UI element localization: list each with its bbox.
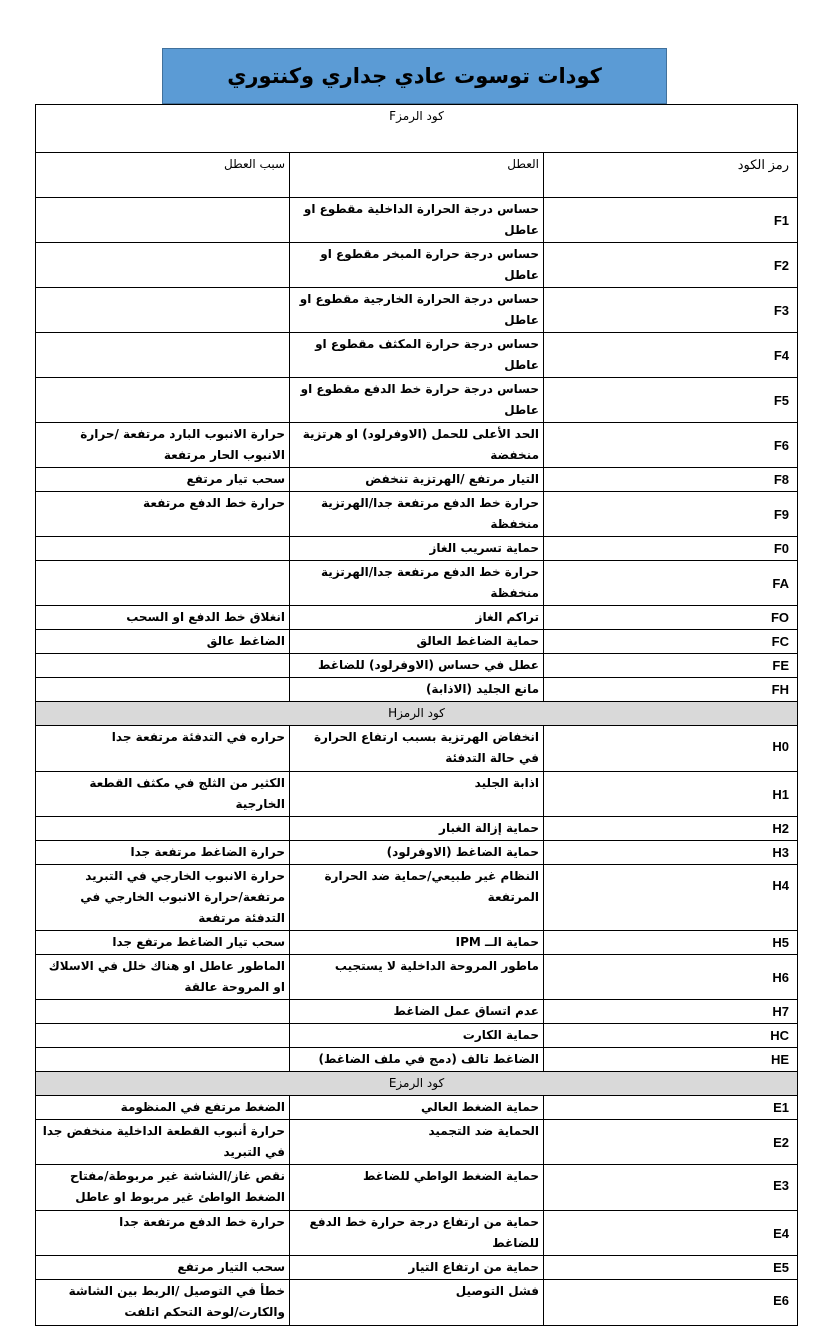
section-header: [36, 702, 798, 726]
error-code: E5: [544, 1256, 798, 1280]
header-cause: سبب العطل: [36, 153, 290, 198]
error-code: F8: [544, 468, 798, 492]
fault-cause: حرارة أنبوب القطعة الداخلية منخفض جدا في التبريد: [36, 1120, 290, 1165]
fault-description: حماية من ارتفاع التيار: [290, 1256, 544, 1280]
fault-description: حرارة خط الدفع مرتفعة جدا/الهرتزية منخفظة: [290, 492, 544, 537]
fault-cause: الماطور عاطل او هناك خلل في الاسلاك او المروحة عالقة: [36, 955, 290, 1000]
fault-description: حساس درجة الحرارة الخارجية مقطوع او عاطل: [290, 288, 544, 333]
error-code: E2: [544, 1120, 798, 1165]
fault-description: النظام غير طبيعي/حماية ضد الحرارة المرتفعة: [290, 865, 544, 931]
fault-cause: [36, 817, 290, 841]
error-code: FE: [544, 654, 798, 678]
table-row: [36, 931, 798, 955]
document-title: كودات توسوت عادي جداري وكنتوري: [162, 48, 667, 104]
fault-cause: حرارة الانبوب البارد مرتفعة /حرارة الانبوب الحار مرتفعة: [36, 423, 290, 468]
fault-description: حماية تسريب الغاز: [290, 537, 544, 561]
error-code: H4: [544, 865, 798, 931]
error-code: F3: [544, 288, 798, 333]
error-code: E4: [544, 1211, 798, 1256]
fault-cause: [36, 537, 290, 561]
table-row: [36, 630, 798, 654]
table-row: [36, 1211, 798, 1256]
fault-description: الحماية ضد التجميد: [290, 1120, 544, 1165]
fault-description: الضاغط تالف (دمج في ملف الضاغط): [290, 1048, 544, 1072]
fault-cause: الكثير من الثلج في مكثف القطعة الخارجية: [36, 772, 290, 817]
fault-cause: [36, 561, 290, 606]
fault-cause: [36, 288, 290, 333]
error-code: FA: [544, 561, 798, 606]
fault-cause: [36, 654, 290, 678]
error-code: H1: [544, 772, 798, 817]
column-headers: [36, 153, 798, 198]
fault-description: عدم اتساق عمل الضاغط: [290, 1000, 544, 1024]
fault-cause: حراره في التدفئة مرتفعة جدا: [36, 726, 290, 772]
table-row: [36, 288, 798, 333]
error-code: F6: [544, 423, 798, 468]
table-row: [36, 243, 798, 288]
fault-description: فشل التوصيل: [290, 1280, 544, 1326]
fault-cause: حرارة الضاغط مرتفعة جدا: [36, 841, 290, 865]
table-row: [36, 865, 798, 931]
fault-cause: الضاغط عالق: [36, 630, 290, 654]
error-code: E3: [544, 1165, 798, 1211]
table-row: [36, 198, 798, 243]
section-title: كود الرمزH: [36, 702, 798, 726]
fault-description: الحد الأعلى للحمل (الاوفرلود) او هرتزية منخفضة: [290, 423, 544, 468]
error-code: F2: [544, 243, 798, 288]
fault-description: حساس درجة حرارة المبخر مقطوع او عاطل: [290, 243, 544, 288]
fault-description: حماية الــ IPM: [290, 931, 544, 955]
table-row: [36, 561, 798, 606]
error-code: H3: [544, 841, 798, 865]
error-code: H2: [544, 817, 798, 841]
header-fault: العطل: [290, 153, 544, 198]
table-row: [36, 468, 798, 492]
error-code: E1: [544, 1096, 798, 1120]
fault-cause: سحب تيار مرتفع: [36, 468, 290, 492]
fault-cause: نقص غاز/الشاشة غير مربوطة/مفتاح الضغط الواطئ غير مربوط او عاطل: [36, 1165, 290, 1211]
section-title: كود الرمزF: [36, 105, 798, 153]
error-code: H0: [544, 726, 798, 772]
fault-cause: انغلاق خط الدفع او السحب: [36, 606, 290, 630]
fault-cause: [36, 378, 290, 423]
fault-description: حماية الضغط الواطي للضاغط: [290, 1165, 544, 1211]
table-row: [36, 333, 798, 378]
table-row: [36, 423, 798, 468]
table-row: [36, 537, 798, 561]
fault-description: حساس درجة حرارة خط الدفع مقطوع او عاطل: [290, 378, 544, 423]
error-code: F5: [544, 378, 798, 423]
table-row: [36, 1256, 798, 1280]
error-code: F0: [544, 537, 798, 561]
table-row: [36, 1096, 798, 1120]
error-code: F4: [544, 333, 798, 378]
fault-cause: حرارة خط الدفع مرتفعة جدا: [36, 1211, 290, 1256]
table-row: [36, 1165, 798, 1211]
section-header: [36, 105, 798, 153]
fault-cause: [36, 678, 290, 702]
section-header: [36, 1072, 798, 1096]
fault-cause: سحب تيار الضاغط مرتفع جدا: [36, 931, 290, 955]
error-code: H5: [544, 931, 798, 955]
table-row: [36, 606, 798, 630]
table-row: [36, 654, 798, 678]
fault-description: عطل في حساس (الاوفرلود) للضاغط: [290, 654, 544, 678]
table-row: [36, 378, 798, 423]
table-row: [36, 678, 798, 702]
error-code: FC: [544, 630, 798, 654]
error-code: H6: [544, 955, 798, 1000]
fault-description: حرارة خط الدفع مرتفعة جدا/الهرتزية منخفظة: [290, 561, 544, 606]
error-code: F9: [544, 492, 798, 537]
table-row: [36, 955, 798, 1000]
fault-description: ماطور المروحة الداخلية لا يستجيب: [290, 955, 544, 1000]
fault-cause: [36, 1000, 290, 1024]
error-code: F1: [544, 198, 798, 243]
table-row: [36, 1120, 798, 1165]
fault-description: مانع الجليد (الاذابة): [290, 678, 544, 702]
fault-description: التيار مرتفع /الهرتزية تنخفض: [290, 468, 544, 492]
fault-description: حماية من ارتفاع درجة حرارة خط الدفع للضاغط: [290, 1211, 544, 1256]
fault-description: حماية الضغط العالي: [290, 1096, 544, 1120]
fault-description: حساس درجة حرارة المكثف مقطوع او عاطل: [290, 333, 544, 378]
fault-description: حماية إزالة الغبار: [290, 817, 544, 841]
error-code: HC: [544, 1024, 798, 1048]
table-row: [36, 1000, 798, 1024]
table-row: [36, 1280, 798, 1326]
error-codes-table: [35, 104, 798, 1326]
fault-description: حماية الكارت: [290, 1024, 544, 1048]
fault-description: حساس درجة الحرارة الداخلية مقطوع او عاطل: [290, 198, 544, 243]
table-row: [36, 492, 798, 537]
error-code: H7: [544, 1000, 798, 1024]
section-title: كود الرمزE: [36, 1072, 798, 1096]
table-row: [36, 726, 798, 772]
table-row: [36, 772, 798, 817]
table-row: [36, 1024, 798, 1048]
fault-description: اذابة الجليد: [290, 772, 544, 817]
error-code: FO: [544, 606, 798, 630]
fault-cause: [36, 1024, 290, 1048]
fault-cause: [36, 333, 290, 378]
fault-description: تراكم الغاز: [290, 606, 544, 630]
fault-cause: حرارة خط الدفع مرتفعة: [36, 492, 290, 537]
fault-cause: خطأ في التوصيل /الربط بين الشاشة والكارت/لوحة التحكم اتلفت: [36, 1280, 290, 1326]
fault-cause: حرارة الانبوب الخارجي في التبريد مرتفعة/حرارة الانبوب الخارجي في التدفئة مرتفعة: [36, 865, 290, 931]
fault-description: انخفاض الهرتزية بسبب ارتفاع الحرارة في حالة التدفئة: [290, 726, 544, 772]
table-row: [36, 817, 798, 841]
fault-cause: سحب التيار مرتفع: [36, 1256, 290, 1280]
fault-cause: الضغط مرتفع في المنظومة: [36, 1096, 290, 1120]
header-code: رمز الكود: [544, 153, 798, 198]
error-code: E6: [544, 1280, 798, 1326]
table-row: [36, 1048, 798, 1072]
fault-cause: [36, 198, 290, 243]
table-row: [36, 841, 798, 865]
fault-cause: [36, 1048, 290, 1072]
error-code: FH: [544, 678, 798, 702]
error-code: HE: [544, 1048, 798, 1072]
fault-description: حماية الضاغط العالق: [290, 630, 544, 654]
fault-cause: [36, 243, 290, 288]
fault-description: حماية الضاغط (الاوفرلود): [290, 841, 544, 865]
